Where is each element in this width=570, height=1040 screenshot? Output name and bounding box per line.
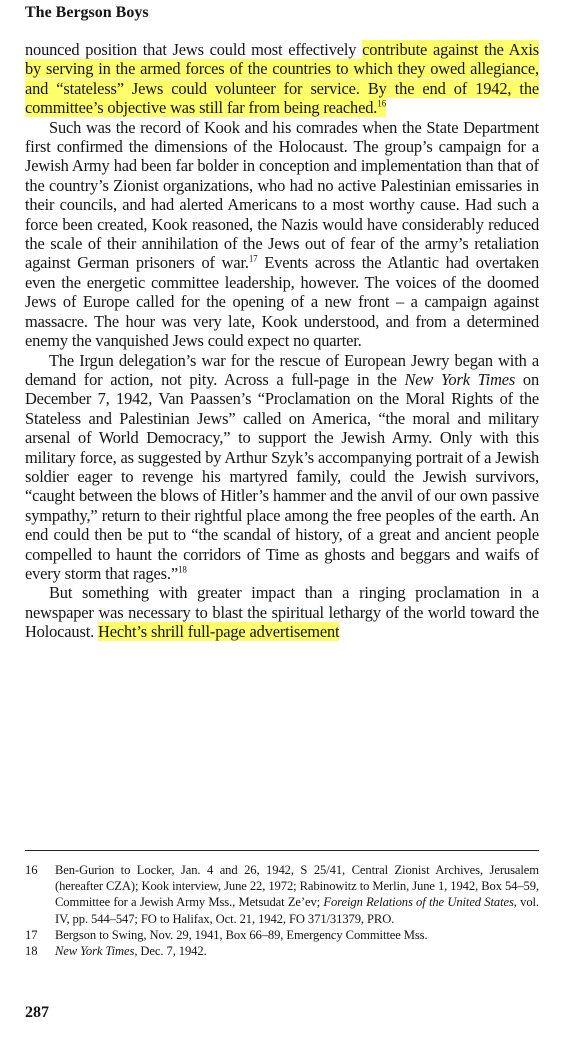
- highlighted-text: Hecht’s shrill full-page advertisement: [98, 622, 340, 642]
- paragraph-4: [25, 583, 539, 641]
- paragraph-text: The Irgun delegation’s war for the rescue of European Jewry began with a demand for action, not pity. Across a full-page in the: [25, 350, 539, 389]
- italic-title: New York Times: [55, 944, 135, 959]
- paragraph-text: But something with greater impact than a ringing proclamation in a newspaper was necessary to blast the spiritual lethargy of the world toward the Holocaust.: [25, 583, 539, 642]
- footnote-divider: [25, 850, 539, 851]
- footnote-text: Ben-Gurion to Locker, Jan. 4 and 26, 1942, S 25/41, Central Zionist Archives, Jerusalem (hereafter CZA); Kook interview, June 22, 1972; Rabinowitz to Merlin, June 1, 1942, Box 54–59, Committee for a Jewish Army Mss., Metsudat Ze’ev;: [55, 863, 539, 910]
- italic-title: New York Times: [404, 369, 516, 389]
- footnote-ref-16: 16: [377, 98, 386, 109]
- page-number: 287: [25, 1004, 49, 1021]
- footnote-number: 18: [25, 944, 38, 959]
- footnote-ref-17: 17: [248, 254, 258, 264]
- footnote-16: [25, 862, 539, 927]
- highlighted-span: contribute against the Axis by serving in the armed forces of the countries to which they owed allegiance, and “stateless” Jews could volunteer for service. By the end of 1942, the committee’s objective was still far from being reached.: [25, 40, 539, 118]
- italic-title: Foreign Relations of the United States: [323, 895, 514, 910]
- paragraph-text: Such was the record of Kook and his comrades when the State Department first confirmed the dimensions of the Holocaust. The group’s campaign for a Jewish Army had been far bolder in conception and implementation than that of the country’s Zionist organizations, who had no active Palestinian emissaries in their councils, and had alerted Americans to a most worthy cause. Had such a force been created, Kook reasoned, the Nazis would have considerably reduced the scale of their annihilation of the Jews out of fear of the army’s retaliation against German prisoners of war.: [25, 117, 539, 273]
- running-header: The Bergson Boys: [25, 4, 149, 21]
- body-text: [25, 40, 539, 642]
- footnote-text: , Dec. 7, 1942.: [134, 944, 207, 959]
- footnote-text: , vol. IV, pp. 544–547; FO to Halifax, Oct. 21, 1942, FO 371/31379, PRO.: [55, 895, 539, 926]
- paragraph-1: [25, 40, 539, 118]
- paragraph-text: Events across the Atlantic had overtaken even the energetic committee leadership, however. The voices of the doomed Jews of Europe called for the opening of a new front – a campaign against massacre. The hour was very late, Kook understood, and from a determined enemy the vanquished Jews could expect no quarter.: [25, 253, 539, 351]
- footnote-17: [25, 927, 539, 943]
- paragraph-text: on December 7, 1942, Van Paassen’s “Proclamation on the Moral Rights of the Stateless and Palestinian Jews” called on America, “the moral and military arsenal of World Democracy,” to support the Jewish Army. Only with this military force, as suggested by Arthur Szyk’s accompanying portrait of a Jewish soldier eager to revenge his martyred family, could the Jewish survivors, “caught between the blows of Hitler’s hammer and the anvil of our own passive sympathy,” return to their rightful place among the free peoples of the earth. An end could then be put to “the scandal of history, of a great and ancient people compelled to haunt the corridors of Time as ghosts and beggars and waifs of every storm that rages.”: [25, 369, 539, 583]
- footnote-text: Bergson to Swing, Nov. 29, 1941, Box 66–89, Emergency Committee Mss.: [55, 927, 428, 942]
- footnote-number: 17: [25, 927, 38, 942]
- footnotes: [25, 862, 539, 959]
- footnote-ref-18: 18: [177, 564, 187, 575]
- footnote-18: [25, 943, 539, 959]
- paragraph-3: [25, 351, 539, 584]
- footnote-number: 16: [25, 863, 38, 877]
- paragraph-2: [25, 118, 539, 351]
- paragraph-text: nounced position that Jews could most effectively: [25, 40, 363, 59]
